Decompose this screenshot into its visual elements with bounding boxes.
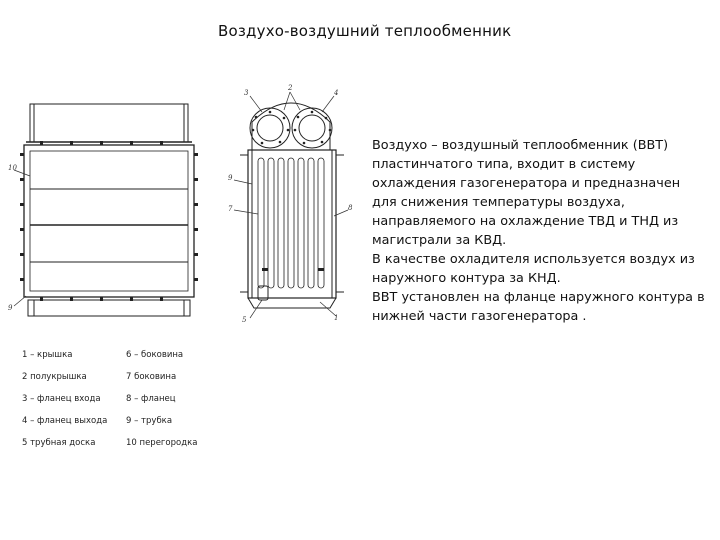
outlet-flange — [292, 108, 332, 148]
description-paragraph-1: Воздухо – воздушный теплообменник (ВВТ) пластинчатого типа, входит в систему охлаждения газогенератора и предназначен для снижения температуры воздуха, направляемого на охлаждение ТВД и ТНД из магистрали за КВД. — [372, 138, 681, 248]
callout-8: 8 — [348, 204, 353, 212]
legend-item: 3 – фланец входа — [22, 394, 101, 404]
callout-3: 3 — [244, 89, 249, 97]
legend-item: 6 – боковина — [126, 350, 184, 360]
front-view — [240, 103, 344, 308]
description-paragraph-2: В качестве охладителя используется воздух из наружного контура за КНД. — [372, 252, 695, 286]
callout-9: 9 — [228, 174, 233, 182]
top-cover — [30, 104, 188, 142]
legend-item: 4 – фланец выхода — [22, 416, 108, 426]
legend-item: 10 перегородка — [126, 438, 198, 448]
main-frame — [24, 145, 194, 297]
inlet-flange — [250, 108, 290, 148]
legend-item: 1 – крышка — [22, 350, 73, 360]
callout-9-left: 9 — [8, 304, 13, 312]
callout-4: 4 — [334, 89, 339, 97]
callout-5: 5 — [242, 316, 247, 324]
legend-item: 5 трубная доска — [22, 438, 96, 448]
slide-title: Воздухо-воздушний теплообменник — [218, 22, 512, 40]
side-view — [24, 104, 194, 316]
callout-7: 7 — [228, 205, 233, 213]
legend-item: 8 – фланец — [126, 394, 176, 404]
description — [372, 136, 707, 326]
legend-item: 9 – трубка — [126, 416, 173, 426]
callout-10: 10 — [8, 164, 17, 172]
bottom-base — [28, 300, 190, 316]
callout-1: 1 — [334, 314, 339, 322]
legend-item: 7 боковина — [126, 372, 177, 382]
callout-2: 2 — [288, 84, 293, 92]
description-paragraph-3: ВВТ установлен на фланце наружного контура в нижней части газогенератора . — [372, 290, 705, 324]
legend-item: 2 полукрышка — [22, 372, 87, 382]
side-view-bolts — [20, 141, 198, 301]
